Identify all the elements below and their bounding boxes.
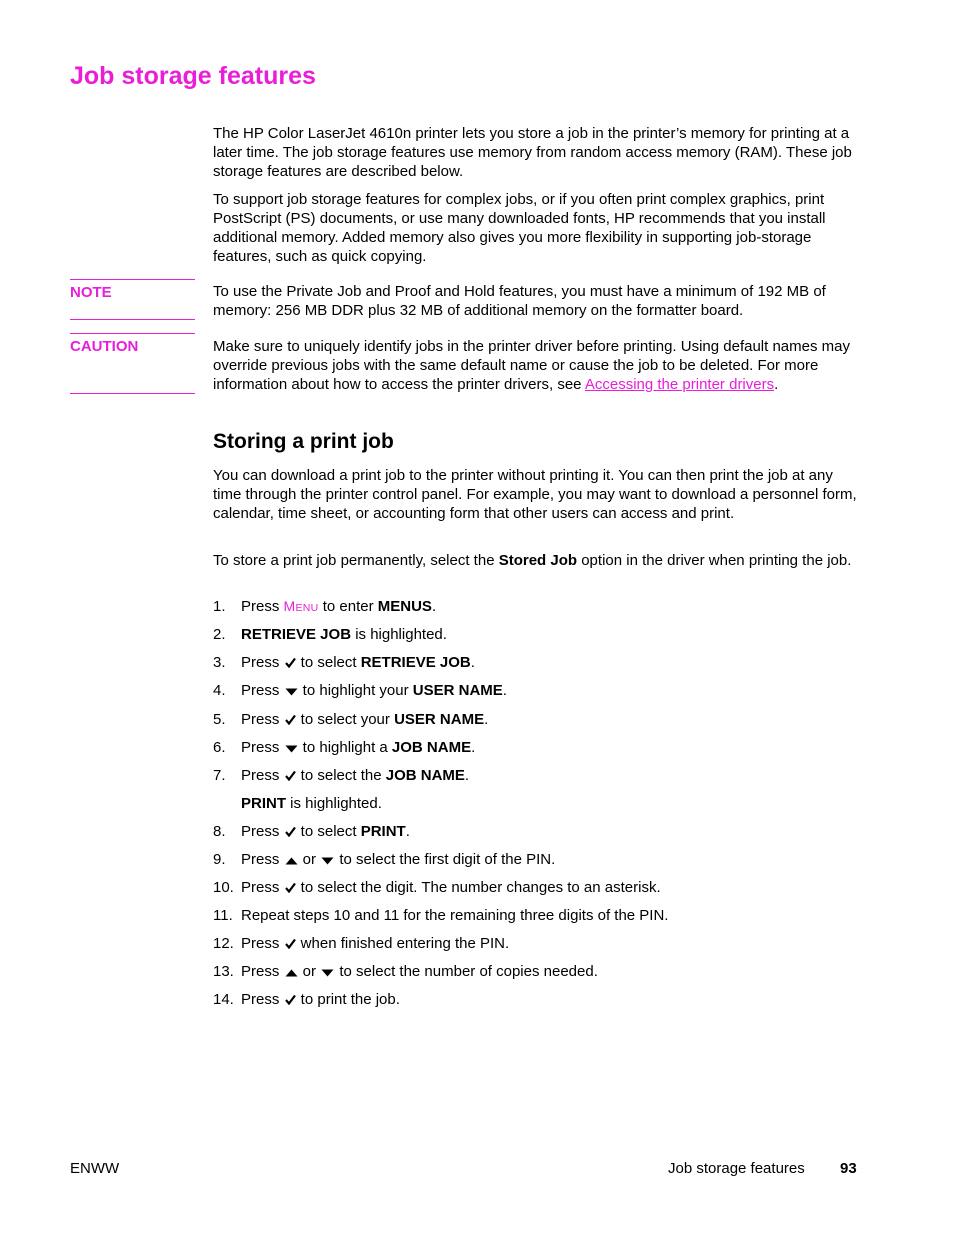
- step-text: to select: [296, 654, 361, 671]
- step-5: [213, 710, 858, 729]
- step-period: .: [484, 711, 489, 728]
- step-bold: PRINT: [360, 823, 406, 840]
- page-number: 93: [840, 1160, 857, 1177]
- step-12: [213, 934, 858, 953]
- step-number: 1.: [213, 598, 226, 615]
- step-text: to enter: [318, 598, 378, 615]
- step-number: 10.: [213, 879, 234, 896]
- caution-text-end: .: [774, 376, 779, 393]
- step-text: to select the digit. The number changes to an asterisk.: [296, 879, 661, 896]
- note-label: NOTE: [70, 284, 112, 301]
- section-paragraph-1: You can download a print job to the printer without printing it. You can then print the job at any time through the printer control panel. For example, you may want to download a personnel form, calendar, time sheet, or accounting form that other users can access and print.: [213, 467, 857, 522]
- p2-text-end: option in the driver when printing the job.: [577, 552, 852, 569]
- step-text: to print the job.: [296, 991, 400, 1008]
- step-1: [213, 597, 858, 618]
- step-number: 14.: [213, 991, 234, 1008]
- step-13: [213, 962, 858, 981]
- step-bold: RETRIEVE JOB: [360, 654, 471, 671]
- step-bold: RETRIEVE JOB: [241, 626, 352, 643]
- down-arrow-icon: [321, 969, 334, 977]
- step-7-result: [241, 794, 886, 813]
- note-top-rule: [70, 279, 195, 280]
- step-text: to select the number of copies needed.: [335, 963, 598, 980]
- step-verb: Press: [241, 879, 280, 896]
- step-number: 2.: [213, 626, 226, 643]
- step-bold: JOB NAME: [385, 767, 465, 784]
- stored-job-option: Stored Job: [498, 552, 578, 569]
- step-verb: Press: [241, 935, 280, 952]
- step-bold: JOB NAME: [391, 739, 472, 756]
- step-7: [213, 766, 858, 785]
- note-bottom-rule: [70, 319, 195, 320]
- up-arrow-icon: [285, 857, 298, 865]
- step-number: 11.: [213, 907, 233, 924]
- accessing-printer-drivers-link[interactable]: Accessing the printer drivers: [584, 376, 775, 393]
- step-text: to select the first digit of the PIN.: [335, 851, 556, 868]
- step-number: 5.: [213, 711, 226, 728]
- step-bold: USER NAME: [412, 682, 503, 699]
- section-heading: Storing a print job: [213, 430, 394, 453]
- step-verb: Press: [241, 682, 280, 699]
- step-text: to highlight your: [298, 682, 413, 699]
- step-period: .: [464, 767, 470, 784]
- caution-text: [213, 337, 858, 394]
- step-period: .: [470, 654, 475, 671]
- step-verb: Press: [241, 963, 280, 980]
- up-arrow-icon: [285, 969, 298, 977]
- step-period: .: [405, 823, 410, 840]
- checkmark-icon: [285, 714, 296, 725]
- step-4: [213, 681, 858, 700]
- caution-top-rule: [70, 333, 195, 334]
- step-8: [213, 822, 858, 841]
- step-verb: Press: [241, 654, 280, 671]
- checkmark-icon: [285, 882, 296, 893]
- step-number: 13.: [213, 963, 234, 980]
- step-verb: Press: [241, 851, 280, 868]
- menu-key-rest: ENU: [295, 602, 319, 614]
- caution-bottom-rule: [70, 393, 195, 394]
- step-number: 12.: [213, 935, 234, 952]
- step-10: [213, 878, 858, 897]
- step-9: [213, 850, 858, 869]
- step-text: to select your: [296, 711, 395, 728]
- step-bold: USER NAME: [394, 711, 485, 728]
- step-period: .: [502, 682, 507, 699]
- step-verb: Press: [241, 739, 280, 756]
- step-text: to select the: [296, 767, 386, 784]
- step-verb: Press: [241, 767, 280, 784]
- step-11: [213, 906, 858, 925]
- step-verb: Press: [241, 711, 280, 728]
- checkmark-icon: [285, 994, 296, 1005]
- down-arrow-icon: [321, 857, 334, 865]
- caution-label: CAUTION: [70, 338, 139, 355]
- step-14: [213, 990, 858, 1009]
- intro-paragraph-2: To support job storage features for complex jobs, or if you often print complex graphics, print PostScript (PS) documents, or use many downloaded fonts, HP recommends that you install additional memory. Added memory also gives you more flexibility in supporting job-storage features, such as quick copying.: [213, 191, 826, 265]
- down-arrow-icon: [285, 688, 298, 696]
- intro-paragraph-1: The HP Color LaserJet 4610n printer lets you store a job in the printer’s memory for printing at a later time. The job storage features use memory from random access memory (RAM). These job storage features are described below.: [213, 125, 852, 180]
- step-text: when finished entering the PIN.: [296, 935, 510, 952]
- step-bold: PRINT: [241, 795, 286, 812]
- step-period: .: [431, 598, 437, 615]
- step-text: is highlighted.: [351, 626, 447, 643]
- footer-enww: ENWW: [70, 1160, 120, 1177]
- step-verb: Press: [241, 991, 280, 1008]
- step-verb: Press: [241, 598, 280, 615]
- footer-section-title: Job storage features: [668, 1160, 805, 1177]
- down-arrow-icon: [285, 745, 298, 753]
- step-text: to highlight a: [298, 739, 392, 756]
- section-paragraph-2: [213, 551, 858, 570]
- step-number: 3.: [213, 654, 226, 671]
- note-text: To use the Private Job and Proof and Hold features, you must have a minimum of 192 MB of memory: 256 MB DDR plus 32 MB of additional memory on the formatter board.: [213, 283, 826, 319]
- step-bold: MENUS: [377, 598, 432, 615]
- step-text: to select: [296, 823, 361, 840]
- step-number: 4.: [213, 682, 226, 699]
- step-number: 8.: [213, 823, 226, 840]
- checkmark-icon: [285, 657, 296, 668]
- step-3: [213, 653, 858, 672]
- page-title: Job storage features: [70, 62, 316, 90]
- step-text: or: [298, 851, 321, 868]
- step-2: [213, 625, 858, 644]
- checkmark-icon: [285, 826, 296, 837]
- step-number: 9.: [213, 851, 226, 868]
- step-6: [213, 738, 858, 757]
- p2-text: To store a print job permanently, select the: [213, 552, 499, 569]
- menu-key: [283, 598, 319, 614]
- step-period: .: [471, 739, 476, 756]
- step-number: 6.: [213, 739, 226, 756]
- step-text: Repeat steps 10 and 11 for the remaining three digits of the PIN.: [241, 907, 669, 924]
- checkmark-icon: [285, 938, 296, 949]
- step-text: is highlighted.: [286, 795, 382, 812]
- menu-key-initial: M: [283, 598, 296, 614]
- step-text: or: [298, 963, 321, 980]
- checkmark-icon: [285, 770, 296, 781]
- step-number: 7.: [213, 767, 226, 784]
- caution-text-body: Make sure to uniquely identify jobs in the printer driver before printing. Using default names may override previous jobs with the same default name or cause the job to be deleted. For more information about how to access the printer drivers, see: [213, 338, 850, 393]
- step-verb: Press: [241, 823, 280, 840]
